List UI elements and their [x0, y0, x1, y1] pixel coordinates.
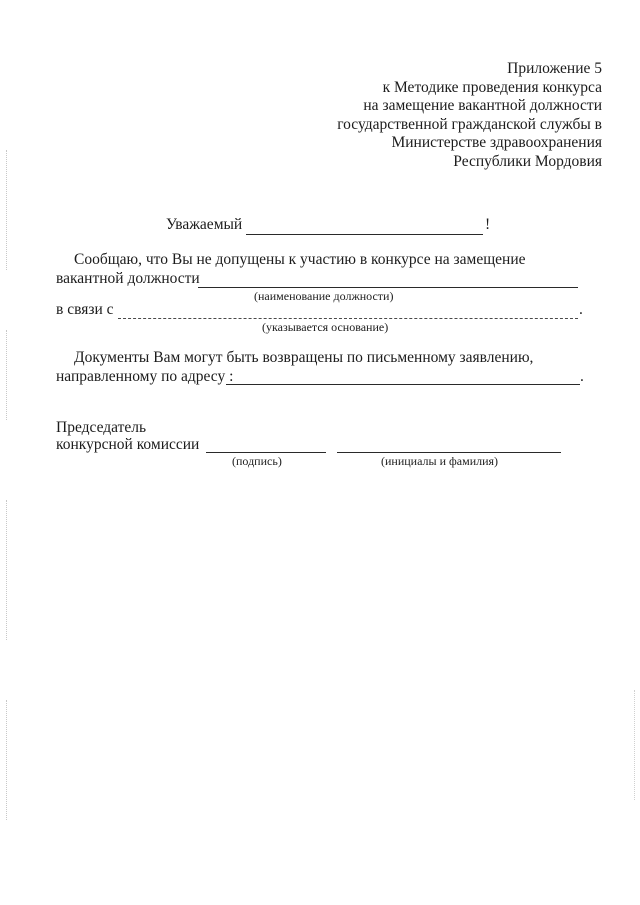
header-line-3: на замещение вакантной должности: [363, 97, 602, 114]
initials-surname-caption: (инициалы и фамилия): [381, 454, 499, 468]
greeting-exclamation: !: [485, 216, 491, 233]
chairman-label: Председатель: [56, 419, 147, 436]
scan-artifact-left-1: [6, 150, 8, 270]
position-name-caption: (наименование должности): [254, 289, 394, 303]
initials-surname-field[interactable]: [337, 452, 561, 453]
scan-artifact-left-4: [6, 700, 8, 820]
signature-caption: (подпись): [232, 454, 282, 468]
recipient-name-field[interactable]: [246, 234, 483, 235]
paragraph1-line2: вакантной должности: [56, 270, 200, 287]
commission-label: конкурсной комиссии: [56, 436, 200, 453]
address-field[interactable]: [226, 384, 580, 385]
appendix-header: [337, 60, 602, 171]
signature-field[interactable]: [206, 452, 326, 453]
header-line-2: к Методике проведения конкурса: [382, 78, 602, 96]
paragraph2-line1: Документы Вам могут быть возвращены по письменному заявлению,: [74, 349, 534, 366]
scan-artifact-left-3: [6, 500, 8, 640]
paragraph2-line2: направленному по адресу :: [56, 368, 234, 385]
position-name-field[interactable]: [198, 287, 578, 288]
header-line-5: Министерстве здравоохранения: [391, 134, 602, 151]
reason-period: .: [579, 301, 583, 318]
scan-artifact-right: [634, 690, 636, 800]
greeting-label: Уважаемый: [166, 216, 243, 233]
address-period: .: [580, 368, 584, 385]
header-line-6: Республики Мордовия: [453, 152, 602, 170]
header-line-4: государственной гражданской службы в: [337, 115, 602, 133]
scan-artifact-left-2: [6, 330, 8, 420]
paragraph1-line3: в связи с: [56, 301, 114, 318]
reason-field[interactable]: [118, 318, 578, 319]
reason-caption: (указывается основание): [262, 320, 389, 334]
header-line-1: Приложение 5: [507, 60, 602, 77]
paragraph1-line1: Сообщаю, что Вы не допущены к участию в конкурсе на замещение: [74, 251, 526, 268]
